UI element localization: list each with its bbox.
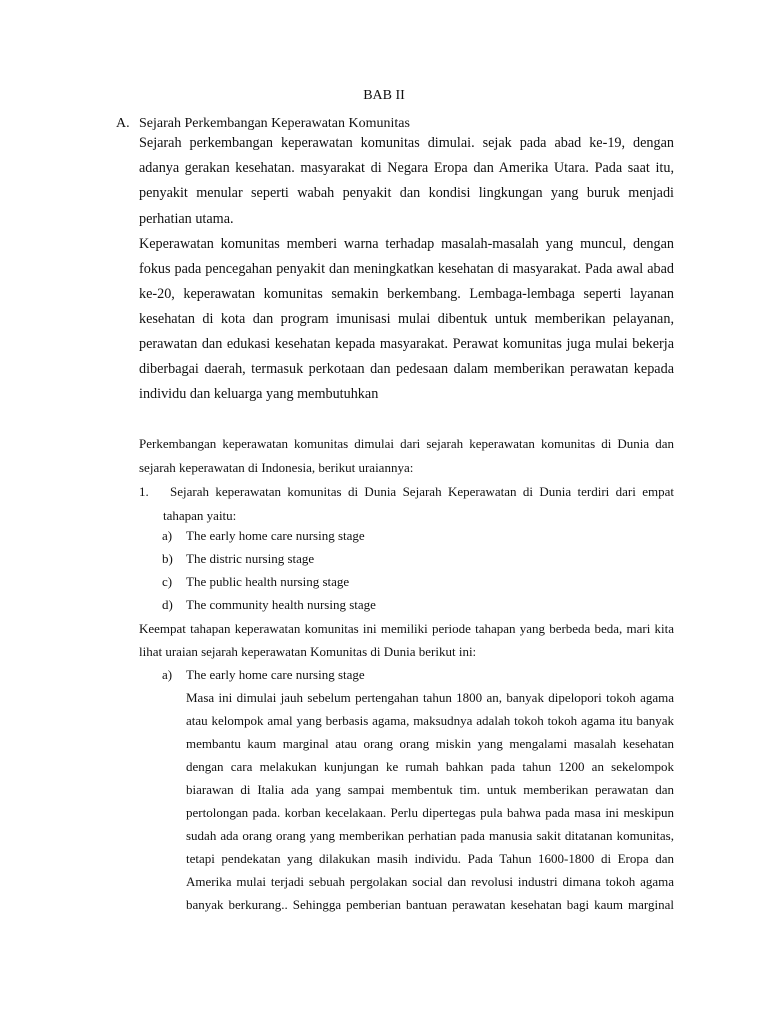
list-item [162,663,365,686]
list-item [162,570,376,593]
list-item-text: The early home care nursing stage [186,528,365,543]
list-item-label: d) [162,597,173,612]
stage-detail-paragraph: Masa ini dimulai jauh sebelum pertengahan tahun 1800 an, banyak dipelopori tokoh agama atau kelompok amal yang berbasis agama, maksudnya adalah tokoh tokoh agama itu banyak membantu kaum marginal atau orang orang miskin yang mengalami masalah kesehatan dengan cara melakukan kunjungan ke rumah bahkan pada tahun 1200 an sekelompok biarawan di Italia ada yang sampai membentuk tim. untuk memberikan perawatan dan pertolongan pada. korban kecelakaan. Perlu dipertegas pula bahwa pada masa ini meskipun sudah ada orang orang yang memberikan perhatian pada manusia sakit ditatanan komunitas, tetapi pendekatan yang dilakukan masih individu. Pada Tahun 1600-1800 di Eropa dan Amerika mulai terjadi sebuah pergolakan social dan revolusi industri dimana tokoh agama banyak berkurang.. Sehingga pemberian bantuan perawatan kesehatan bagi kaum marginal [186,690,674,913]
list-item-label: b) [162,551,173,566]
third-paragraph: Perkembangan keperawatan komunitas dimulai dari sejarah keperawatan komunitas di Dunia dan sejarah keperawatan di Indonesia, berikut uraiannya: [139,436,674,475]
intro-paragraph: Sejarah perkembangan keperawatan komunitas dimulai. sejak pada abad ke-19, dengan adanya gerakan kesehatan. masyarakat di Negara Eropa dan Amerika Utara. Pada saat itu, penyakit menular seperti wabah penyakit dan kondisi lingkungan yang buruk menjadi perhatian utama. [139,135,674,227]
list-item-label: a) [162,528,173,543]
list-item [162,593,376,616]
stages-intro-paragraph: Keempat tahapan keperawatan komunitas ini memiliki periode tahapan yang berbeda beda, mari kita lihat uraian sejarah keperawatan Komunitas di Dunia berikut ini: [139,621,674,659]
section-number: A. [116,116,130,131]
section-title: Sejarah Perkembangan Keperawatan Komunitas [139,116,410,131]
second-paragraph: Keperawatan komunitas memberi warna terhadap masalah-masalah yang muncul, dengan fokus pada pencegahan penyakit dan meningkatkan kesehatan di masyarakat. Pada awal abad ke-20, keperawatan komunitas semakin berkembang. Lembaga-lembaga seperti layanan kesehatan di kota dan program imunisasi mulai dibentuk untuk memberikan pelayanan, perawatan dan edukasi kesehatan kepada masyarakat. Perawat komunitas juga mulai bekerja diberbagai daerah, termasuk perkotaan dan pedesaan dalam memberikan perawatan kepada individu dan keluarga yang membutuhkan [139,236,674,402]
list-item [162,547,376,570]
list-item-label: a) [162,667,173,682]
chapter-title: BAB II [363,88,405,103]
section-heading [116,116,410,132]
list-item-text: Sejarah keperawatan komunitas di Dunia Sejarah Keperawatan di Dunia terdiri dari empat tahapan yaitu: [163,484,674,523]
list-item [162,524,376,547]
list-item-text: The community health nursing stage [186,597,376,612]
list-item-text: The early home care nursing stage [186,667,365,682]
list-item-label: c) [162,574,173,589]
stage-detail-heading [162,663,365,686]
numbered-list-item [139,480,674,527]
list-item-text: The distric nursing stage [186,551,315,566]
stages-list [162,524,376,616]
list-item-number: 1. [139,484,149,499]
list-item-text: The public health nursing stage [186,574,350,589]
